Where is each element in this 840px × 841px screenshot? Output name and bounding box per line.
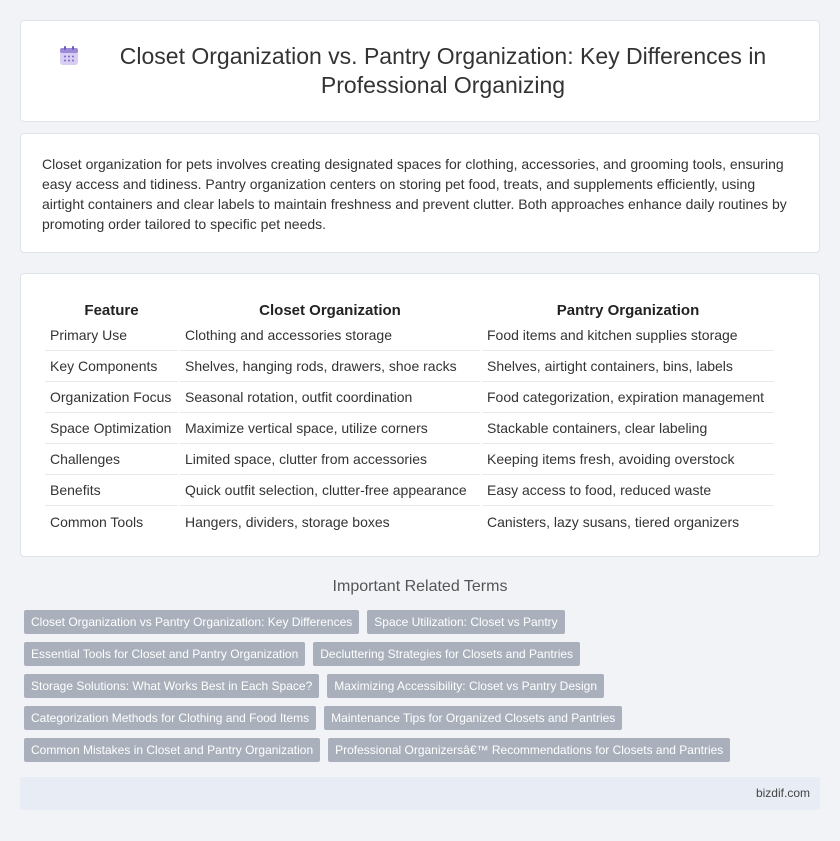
tag-row xyxy=(24,738,824,762)
table-cell: Clothing and accessories storage xyxy=(180,320,480,351)
table-cell: Space Optimization xyxy=(45,413,178,444)
table-cell: Stackable containers, clear labeling xyxy=(482,413,774,444)
table-cell: Key Components xyxy=(45,351,178,382)
table-cell: Food items and kitchen supplies storage xyxy=(482,320,774,351)
table-row xyxy=(45,382,774,413)
table-cell: Common Tools xyxy=(50,513,144,530)
related-term-tag[interactable]: Space Utilization: Closet vs Pantry xyxy=(367,610,564,634)
comparison-table xyxy=(43,296,776,537)
header-closet: Closet Organization xyxy=(259,301,401,319)
table-cell: Easy access to food, reduced waste xyxy=(482,475,774,506)
table-cell: Benefits xyxy=(45,475,178,506)
related-term-tag[interactable]: Storage Solutions: What Works Best in Each Space? xyxy=(24,674,319,698)
related-term-tag[interactable]: Professional Organizersâ€™ Recommendations for Closets and Pantries xyxy=(328,738,730,762)
table-cell: Hangers, dividers, storage boxes xyxy=(185,513,390,530)
footer-site-link[interactable]: bizdif.com xyxy=(755,786,810,800)
table-cell: Quick outfit selection, clutter-free appearance xyxy=(180,475,480,506)
table-cell: Primary Use xyxy=(45,320,178,351)
table-cell: Shelves, airtight containers, bins, labels xyxy=(482,351,774,382)
tag-row xyxy=(24,642,824,666)
table-header-row xyxy=(45,296,774,320)
tag-row xyxy=(24,674,824,698)
intro-paragraph: Closet organization for pets involves creating designated spaces for clothing, accessories, and grooming tools, ensuring easy access and tidiness. Pantry organization centers on storing pet food, treats, and supplements efficiently, using airtight containers and clear labels to maintain freshness and prevent clutter. Both approaches enhance daily routines by promoting order tailored to specific pet needs. xyxy=(42,156,787,232)
related-term-tag[interactable]: Closet Organization vs Pantry Organization: Key Differences xyxy=(24,610,359,634)
related-term-tag[interactable]: Decluttering Strategies for Closets and Pantries xyxy=(313,642,580,666)
table-row xyxy=(45,475,774,506)
table-cell: Maximize vertical space, utilize corners xyxy=(180,413,480,444)
tag-row xyxy=(24,610,824,634)
table-cell: Organization Focus xyxy=(45,382,178,413)
footer xyxy=(20,777,820,810)
table-cell: Limited space, clutter from accessories xyxy=(180,444,480,475)
table-cell: Canisters, lazy susans, tiered organizers xyxy=(487,513,740,530)
table-row xyxy=(45,351,774,382)
table-row xyxy=(45,320,774,351)
intro-card xyxy=(20,133,820,253)
header-card xyxy=(20,20,820,122)
related-term-tag[interactable]: Categorization Methods for Clothing and Food Items xyxy=(24,706,316,730)
related-terms-tags xyxy=(24,610,824,770)
table-cell: Shelves, hanging rods, drawers, shoe racks xyxy=(180,351,480,382)
header-pantry: Pantry Organization xyxy=(556,301,700,319)
related-terms-title: Important Related Terms xyxy=(332,578,508,595)
table-cell: Seasonal rotation, outfit coordination xyxy=(180,382,480,413)
related-term-tag[interactable]: Common Mistakes in Closet and Pantry Organization xyxy=(24,738,320,762)
table-cell: Food categorization, expiration management xyxy=(482,382,774,413)
related-term-tag[interactable]: Maximizing Accessibility: Closet vs Pantry Design xyxy=(327,674,604,698)
comparison-table-card xyxy=(20,273,820,557)
related-term-tag[interactable]: Essential Tools for Closet and Pantry Organization xyxy=(24,642,305,666)
table-cell: Challenges xyxy=(45,444,178,475)
related-term-tag[interactable]: Maintenance Tips for Organized Closets and Pantries xyxy=(324,706,622,730)
calendar-icon xyxy=(57,44,81,68)
tag-row xyxy=(24,706,824,730)
table-row xyxy=(45,413,774,444)
table-row xyxy=(45,506,774,537)
table-cell: Keeping items fresh, avoiding overstock xyxy=(482,444,774,475)
header-feature: Feature xyxy=(84,301,139,319)
page-title: Closet Organization vs. Pantry Organization: Key Differences in Professional Organizing xyxy=(119,43,767,98)
table-row xyxy=(45,444,774,475)
